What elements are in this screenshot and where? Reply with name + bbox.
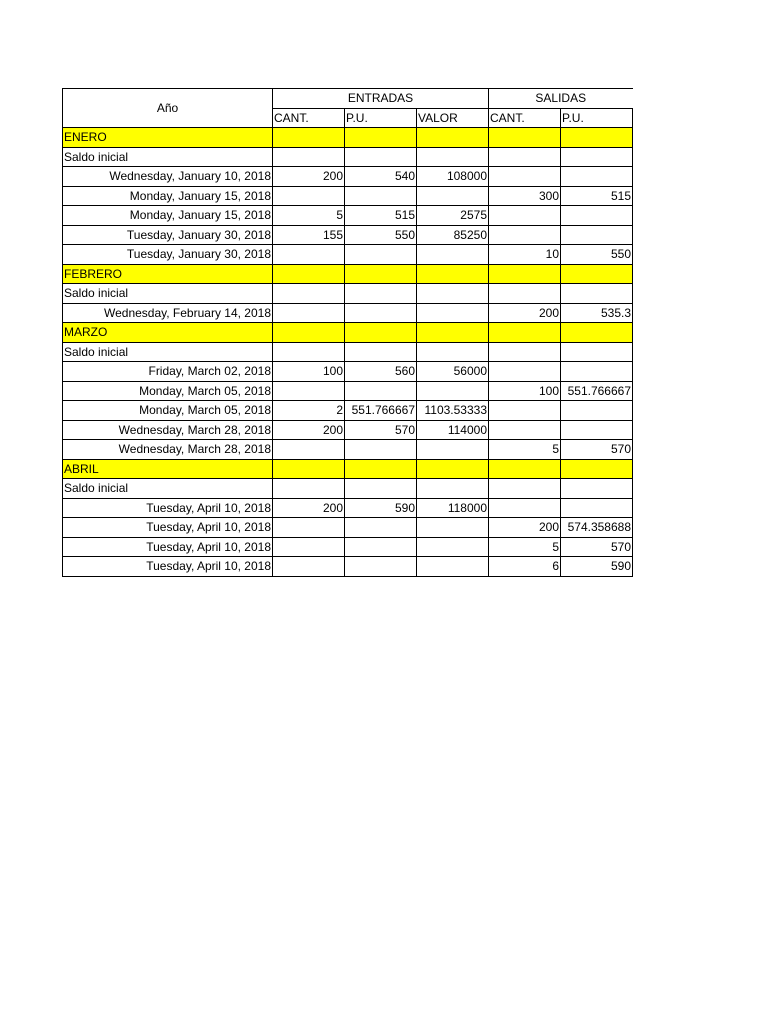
entradas-valor-cell: 1103.53333 (417, 401, 489, 421)
month-label: MARZO (63, 323, 273, 343)
salidas-cant-cell: 200 (489, 518, 561, 538)
empty-cell (273, 128, 345, 148)
table-row (63, 557, 633, 577)
entradas-cant-cell (273, 186, 345, 206)
entradas-valor-cell: 108000 (417, 167, 489, 187)
empty-cell (417, 479, 489, 499)
salidas-cant-cell: 100 (489, 381, 561, 401)
salidas-cant-cell (489, 167, 561, 187)
empty-cell (273, 342, 345, 362)
entradas-cant-cell: 100 (273, 362, 345, 382)
entradas-valor-cell (417, 440, 489, 460)
saldo-label: Saldo inicial (63, 284, 273, 304)
empty-cell (345, 147, 417, 167)
salidas-cant-cell: 5 (489, 537, 561, 557)
entradas-pu-cell (345, 381, 417, 401)
salidas-pu-cell: 570 (561, 537, 633, 557)
empty-cell (273, 264, 345, 284)
empty-cell (561, 479, 633, 499)
empty-cell (561, 264, 633, 284)
entradas-valor-cell: 85250 (417, 225, 489, 245)
empty-cell (489, 342, 561, 362)
inventory-table (62, 88, 633, 577)
entradas-pu-cell: 551.766667 (345, 401, 417, 421)
entradas-valor-cell (417, 557, 489, 577)
empty-cell (489, 459, 561, 479)
entradas-pu-cell: 550 (345, 225, 417, 245)
date-cell: Wednesday, March 28, 2018 (63, 420, 273, 440)
entradas-pu-cell: 540 (345, 167, 417, 187)
entradas-valor-cell (417, 381, 489, 401)
header-row-1 (63, 89, 633, 109)
empty-cell (273, 147, 345, 167)
empty-cell (489, 323, 561, 343)
entradas-pu-cell (345, 186, 417, 206)
salidas-pu-cell: 535.3 (561, 303, 633, 323)
empty-cell (417, 459, 489, 479)
empty-cell (561, 128, 633, 148)
table-row (63, 420, 633, 440)
empty-cell (273, 323, 345, 343)
entradas-cant-cell (273, 518, 345, 538)
salidas-pu-cell: 515 (561, 186, 633, 206)
table-row (63, 225, 633, 245)
empty-cell (345, 459, 417, 479)
salidas-cant-cell (489, 420, 561, 440)
entradas-cant-header: CANT. (273, 108, 345, 128)
entradas-pu-cell (345, 537, 417, 557)
empty-cell (417, 342, 489, 362)
salidas-cant-cell: 200 (489, 303, 561, 323)
month-label: ENERO (63, 128, 273, 148)
entradas-valor-cell (417, 245, 489, 265)
entradas-cant-cell: 2 (273, 401, 345, 421)
entradas-cant-cell (273, 557, 345, 577)
empty-cell (489, 479, 561, 499)
month-row (63, 459, 633, 479)
date-cell: Monday, March 05, 2018 (63, 381, 273, 401)
entradas-pu-cell (345, 557, 417, 577)
table-row (63, 381, 633, 401)
date-cell: Monday, January 15, 2018 (63, 206, 273, 226)
salidas-pu-cell: 590 (561, 557, 633, 577)
entradas-cant-cell: 200 (273, 498, 345, 518)
month-label: FEBRERO (63, 264, 273, 284)
salidas-cant-header: CANT. (489, 108, 561, 128)
empty-cell (345, 323, 417, 343)
salidas-cant-cell: 300 (489, 186, 561, 206)
empty-cell (561, 147, 633, 167)
salidas-cant-cell (489, 225, 561, 245)
month-label: ABRIL (63, 459, 273, 479)
entradas-cant-cell: 5 (273, 206, 345, 226)
saldo-label: Saldo inicial (63, 479, 273, 499)
empty-cell (561, 342, 633, 362)
saldo-row (63, 284, 633, 304)
entradas-pu-cell: 570 (345, 420, 417, 440)
entradas-cant-cell: 200 (273, 420, 345, 440)
empty-cell (345, 264, 417, 284)
entradas-cant-cell (273, 537, 345, 557)
salidas-pu-cell (561, 225, 633, 245)
salidas-pu-cell: 551.766667 (561, 381, 633, 401)
entradas-cant-cell: 200 (273, 167, 345, 187)
empty-cell (417, 147, 489, 167)
entradas-valor-cell: 118000 (417, 498, 489, 518)
empty-cell (273, 459, 345, 479)
entradas-cant-cell (273, 381, 345, 401)
empty-cell (417, 264, 489, 284)
date-cell: Wednesday, February 14, 2018 (63, 303, 273, 323)
entradas-valor-cell (417, 518, 489, 538)
table-row (63, 498, 633, 518)
date-cell: Wednesday, March 28, 2018 (63, 440, 273, 460)
entradas-valor-cell: 114000 (417, 420, 489, 440)
empty-cell (345, 342, 417, 362)
salidas-cant-cell: 5 (489, 440, 561, 460)
salidas-cant-cell: 6 (489, 557, 561, 577)
entradas-pu-cell: 515 (345, 206, 417, 226)
table-row (63, 245, 633, 265)
entradas-valor-cell (417, 537, 489, 557)
entradas-cant-cell (273, 440, 345, 460)
empty-cell (561, 284, 633, 304)
date-cell: Friday, March 02, 2018 (63, 362, 273, 382)
date-cell: Wednesday, January 10, 2018 (63, 167, 273, 187)
table-row (63, 167, 633, 187)
table-body (63, 128, 633, 577)
salidas-pu-cell (561, 420, 633, 440)
salidas-pu-cell: 550 (561, 245, 633, 265)
salidas-header: SALIDAS (489, 89, 633, 109)
saldo-row (63, 147, 633, 167)
date-cell: Tuesday, January 30, 2018 (63, 245, 273, 265)
empty-cell (417, 128, 489, 148)
date-cell: Monday, January 15, 2018 (63, 186, 273, 206)
salidas-cant-cell: 10 (489, 245, 561, 265)
empty-cell (345, 128, 417, 148)
salidas-pu-cell (561, 362, 633, 382)
entradas-cant-cell: 155 (273, 225, 345, 245)
date-cell: Monday, March 05, 2018 (63, 401, 273, 421)
entradas-header: ENTRADAS (273, 89, 489, 109)
entradas-pu-header: P.U. (345, 108, 417, 128)
empty-cell (489, 147, 561, 167)
entradas-pu-cell (345, 245, 417, 265)
entradas-valor-cell: 56000 (417, 362, 489, 382)
empty-cell (417, 323, 489, 343)
salidas-cant-cell (489, 362, 561, 382)
entradas-valor-cell: 2575 (417, 206, 489, 226)
salidas-pu-cell: 570 (561, 440, 633, 460)
entradas-pu-cell: 590 (345, 498, 417, 518)
saldo-row (63, 479, 633, 499)
empty-cell (561, 459, 633, 479)
table-row (63, 518, 633, 538)
empty-cell (561, 323, 633, 343)
table-row (63, 537, 633, 557)
entradas-pu-cell: 560 (345, 362, 417, 382)
month-row (63, 128, 633, 148)
saldo-label: Saldo inicial (63, 147, 273, 167)
table-row (63, 362, 633, 382)
entradas-pu-cell (345, 303, 417, 323)
empty-cell (345, 284, 417, 304)
empty-cell (273, 284, 345, 304)
saldo-label: Saldo inicial (63, 342, 273, 362)
salidas-cant-cell (489, 498, 561, 518)
salidas-pu-cell (561, 206, 633, 226)
empty-cell (489, 284, 561, 304)
month-row (63, 264, 633, 284)
empty-cell (273, 479, 345, 499)
table-row (63, 303, 633, 323)
entradas-pu-cell (345, 440, 417, 460)
saldo-row (63, 342, 633, 362)
date-cell: Tuesday, April 10, 2018 (63, 557, 273, 577)
entradas-valor-header: VALOR (417, 108, 489, 128)
entradas-valor-cell (417, 303, 489, 323)
table-row (63, 186, 633, 206)
salidas-cant-cell (489, 206, 561, 226)
entradas-valor-cell (417, 186, 489, 206)
date-cell: Tuesday, January 30, 2018 (63, 225, 273, 245)
year-header: Año (63, 89, 273, 128)
date-cell: Tuesday, April 10, 2018 (63, 537, 273, 557)
empty-cell (345, 479, 417, 499)
salidas-pu-cell (561, 401, 633, 421)
date-cell: Tuesday, April 10, 2018 (63, 498, 273, 518)
entradas-pu-cell (345, 518, 417, 538)
table-row (63, 440, 633, 460)
empty-cell (489, 264, 561, 284)
empty-cell (489, 128, 561, 148)
empty-cell (417, 284, 489, 304)
month-row (63, 323, 633, 343)
date-cell: Tuesday, April 10, 2018 (63, 518, 273, 538)
salidas-pu-header: P.U. (561, 108, 633, 128)
salidas-pu-cell: 574.358688 (561, 518, 633, 538)
salidas-pu-cell (561, 498, 633, 518)
salidas-cant-cell (489, 401, 561, 421)
salidas-pu-cell (561, 167, 633, 187)
entradas-cant-cell (273, 303, 345, 323)
table-row (63, 206, 633, 226)
entradas-cant-cell (273, 245, 345, 265)
table-row (63, 401, 633, 421)
